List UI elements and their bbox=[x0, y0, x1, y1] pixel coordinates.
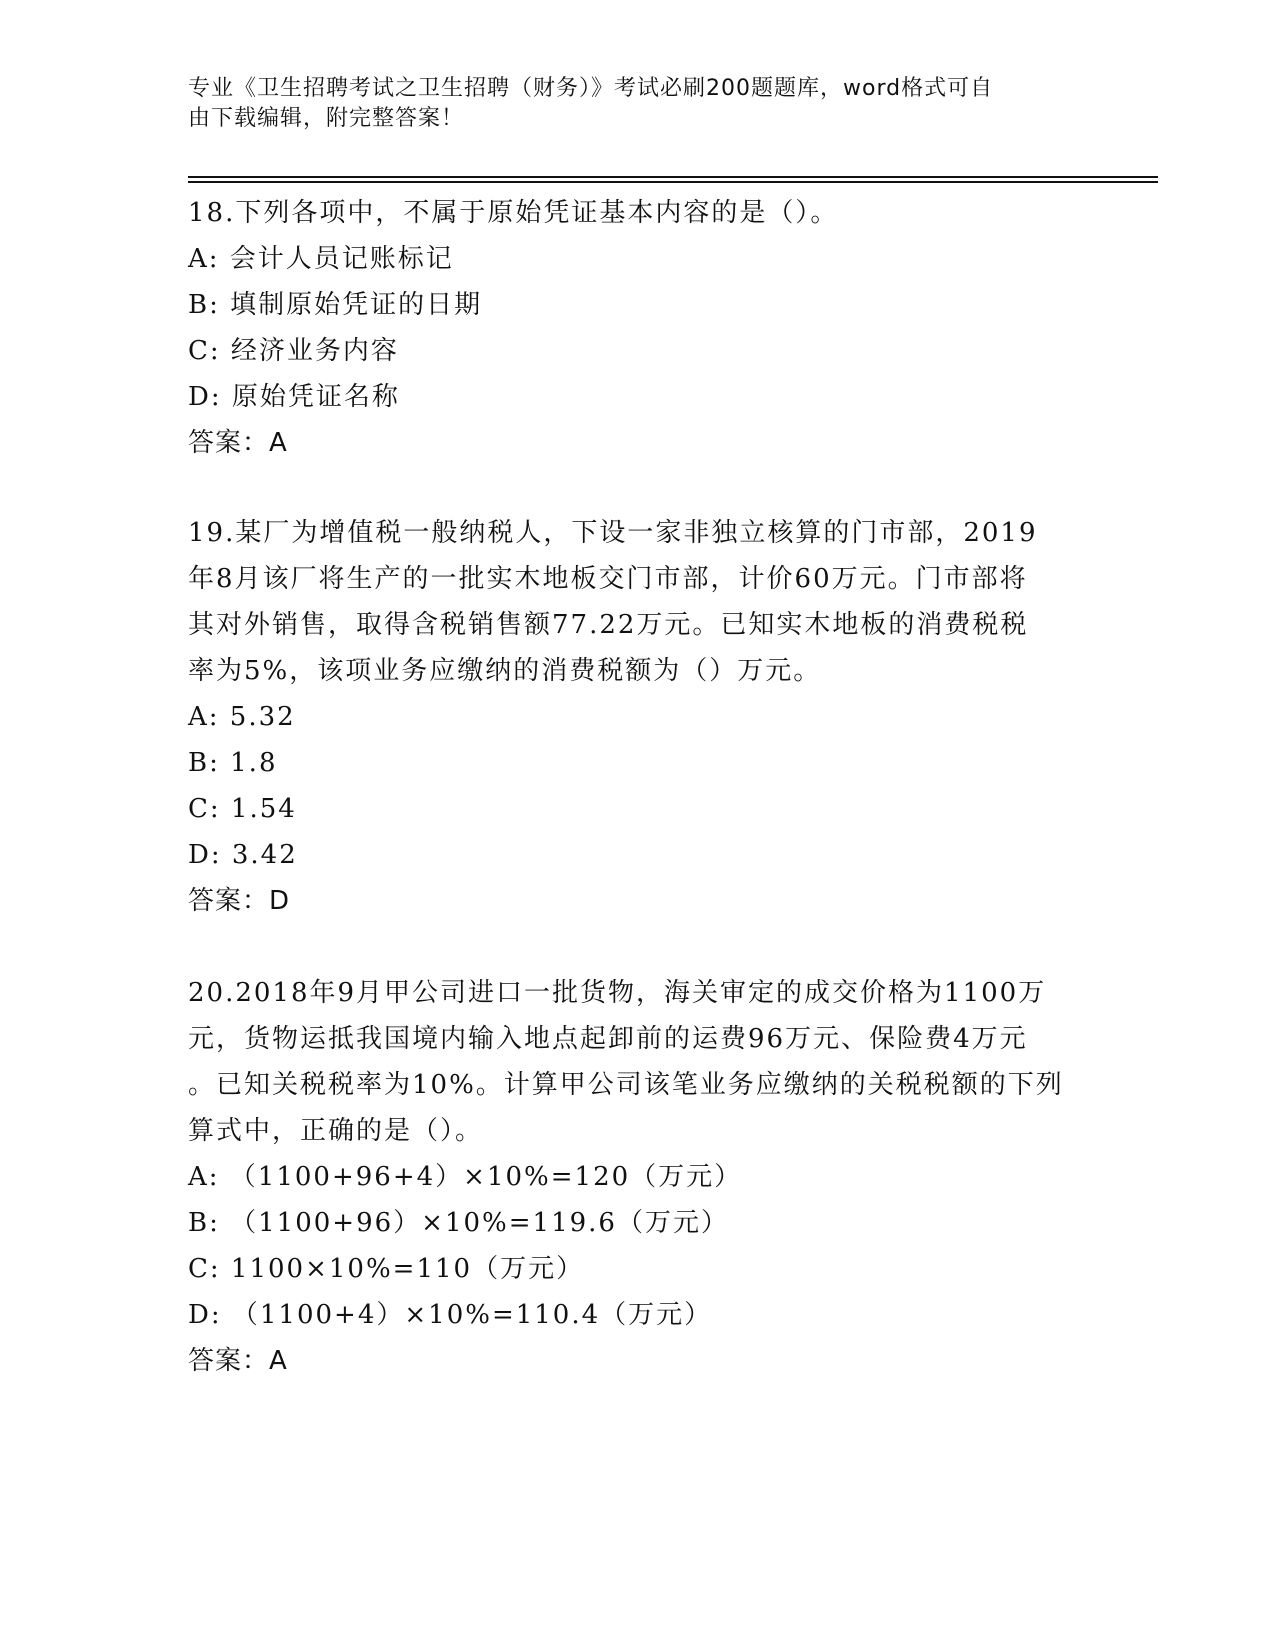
question-20 bbox=[188, 970, 1088, 1384]
option-a: A: 5.32 bbox=[188, 702, 296, 732]
question-stem-line: 算式中，正确的是（）。 bbox=[188, 1116, 484, 1146]
option-b: B: 填制原始凭证的日期 bbox=[188, 290, 483, 320]
answer: 答案：A bbox=[188, 428, 288, 458]
option-c: C: 1.54 bbox=[188, 794, 297, 824]
question-19 bbox=[188, 510, 1088, 924]
option-b: B: 1.8 bbox=[188, 748, 278, 778]
question-spacer bbox=[188, 466, 1088, 510]
question-stem-line: 其对外销售，取得含税销售额77.22万元。已知实木地板的消费税税 bbox=[188, 610, 1029, 640]
question-stem-line: 18.下列各项中，不属于原始凭证基本内容的是（）。 bbox=[188, 198, 839, 228]
question-stem-line: 20.2018年9月甲公司进口一批货物，海关审定的成交价格为1100万 bbox=[188, 978, 1047, 1008]
answer: 答案：A bbox=[188, 1346, 288, 1376]
option-a: A: 会计人员记账标记 bbox=[188, 244, 454, 274]
option-d: D: 3.42 bbox=[188, 840, 298, 870]
option-d: D: 原始凭证名称 bbox=[188, 382, 400, 412]
question-18 bbox=[188, 190, 1088, 466]
option-b: B: （1100+96）×10%=119.6（万元） bbox=[188, 1208, 729, 1238]
option-c: C: 1100×10%=110（万元） bbox=[188, 1254, 585, 1284]
option-a: A: （1100+96+4）×10%=120（万元） bbox=[188, 1162, 743, 1192]
question-list bbox=[188, 190, 1088, 1384]
question-spacer bbox=[188, 924, 1088, 970]
header-line-1: 专业《卫生招聘考试之卫生招聘（财务）》考试必刷200题题库，word格式可自 bbox=[188, 76, 994, 101]
option-c: C: 经济业务内容 bbox=[188, 336, 399, 366]
question-stem-line: 19.某厂为增值税一般纳税人，下设一家非独立核算的门市部，2019 bbox=[188, 518, 1038, 548]
answer: 答案：D bbox=[188, 886, 291, 916]
question-stem-line: 元，货物运抵我国境内输入地点起卸前的运费96万元、保险费4万元 bbox=[188, 1024, 1028, 1054]
question-stem-line: 率为5%，该项业务应缴纳的消费税额为（）万元。 bbox=[188, 656, 822, 686]
question-stem-line: 年8月该厂将生产的一批实木地板交门市部，计价60万元。门市部将 bbox=[188, 564, 1028, 594]
header-divider-top bbox=[188, 176, 1158, 178]
option-d: D: （1100+4）×10%=110.4（万元） bbox=[188, 1300, 713, 1330]
header-line-2: 由下载编辑，附完整答案！ bbox=[188, 106, 465, 131]
document-header bbox=[188, 74, 1068, 134]
question-stem-line: 。已知关税税率为10%。计算甲公司该笔业务应缴纳的关税税额的下列 bbox=[188, 1070, 1064, 1100]
header-divider-bottom bbox=[188, 181, 1158, 183]
